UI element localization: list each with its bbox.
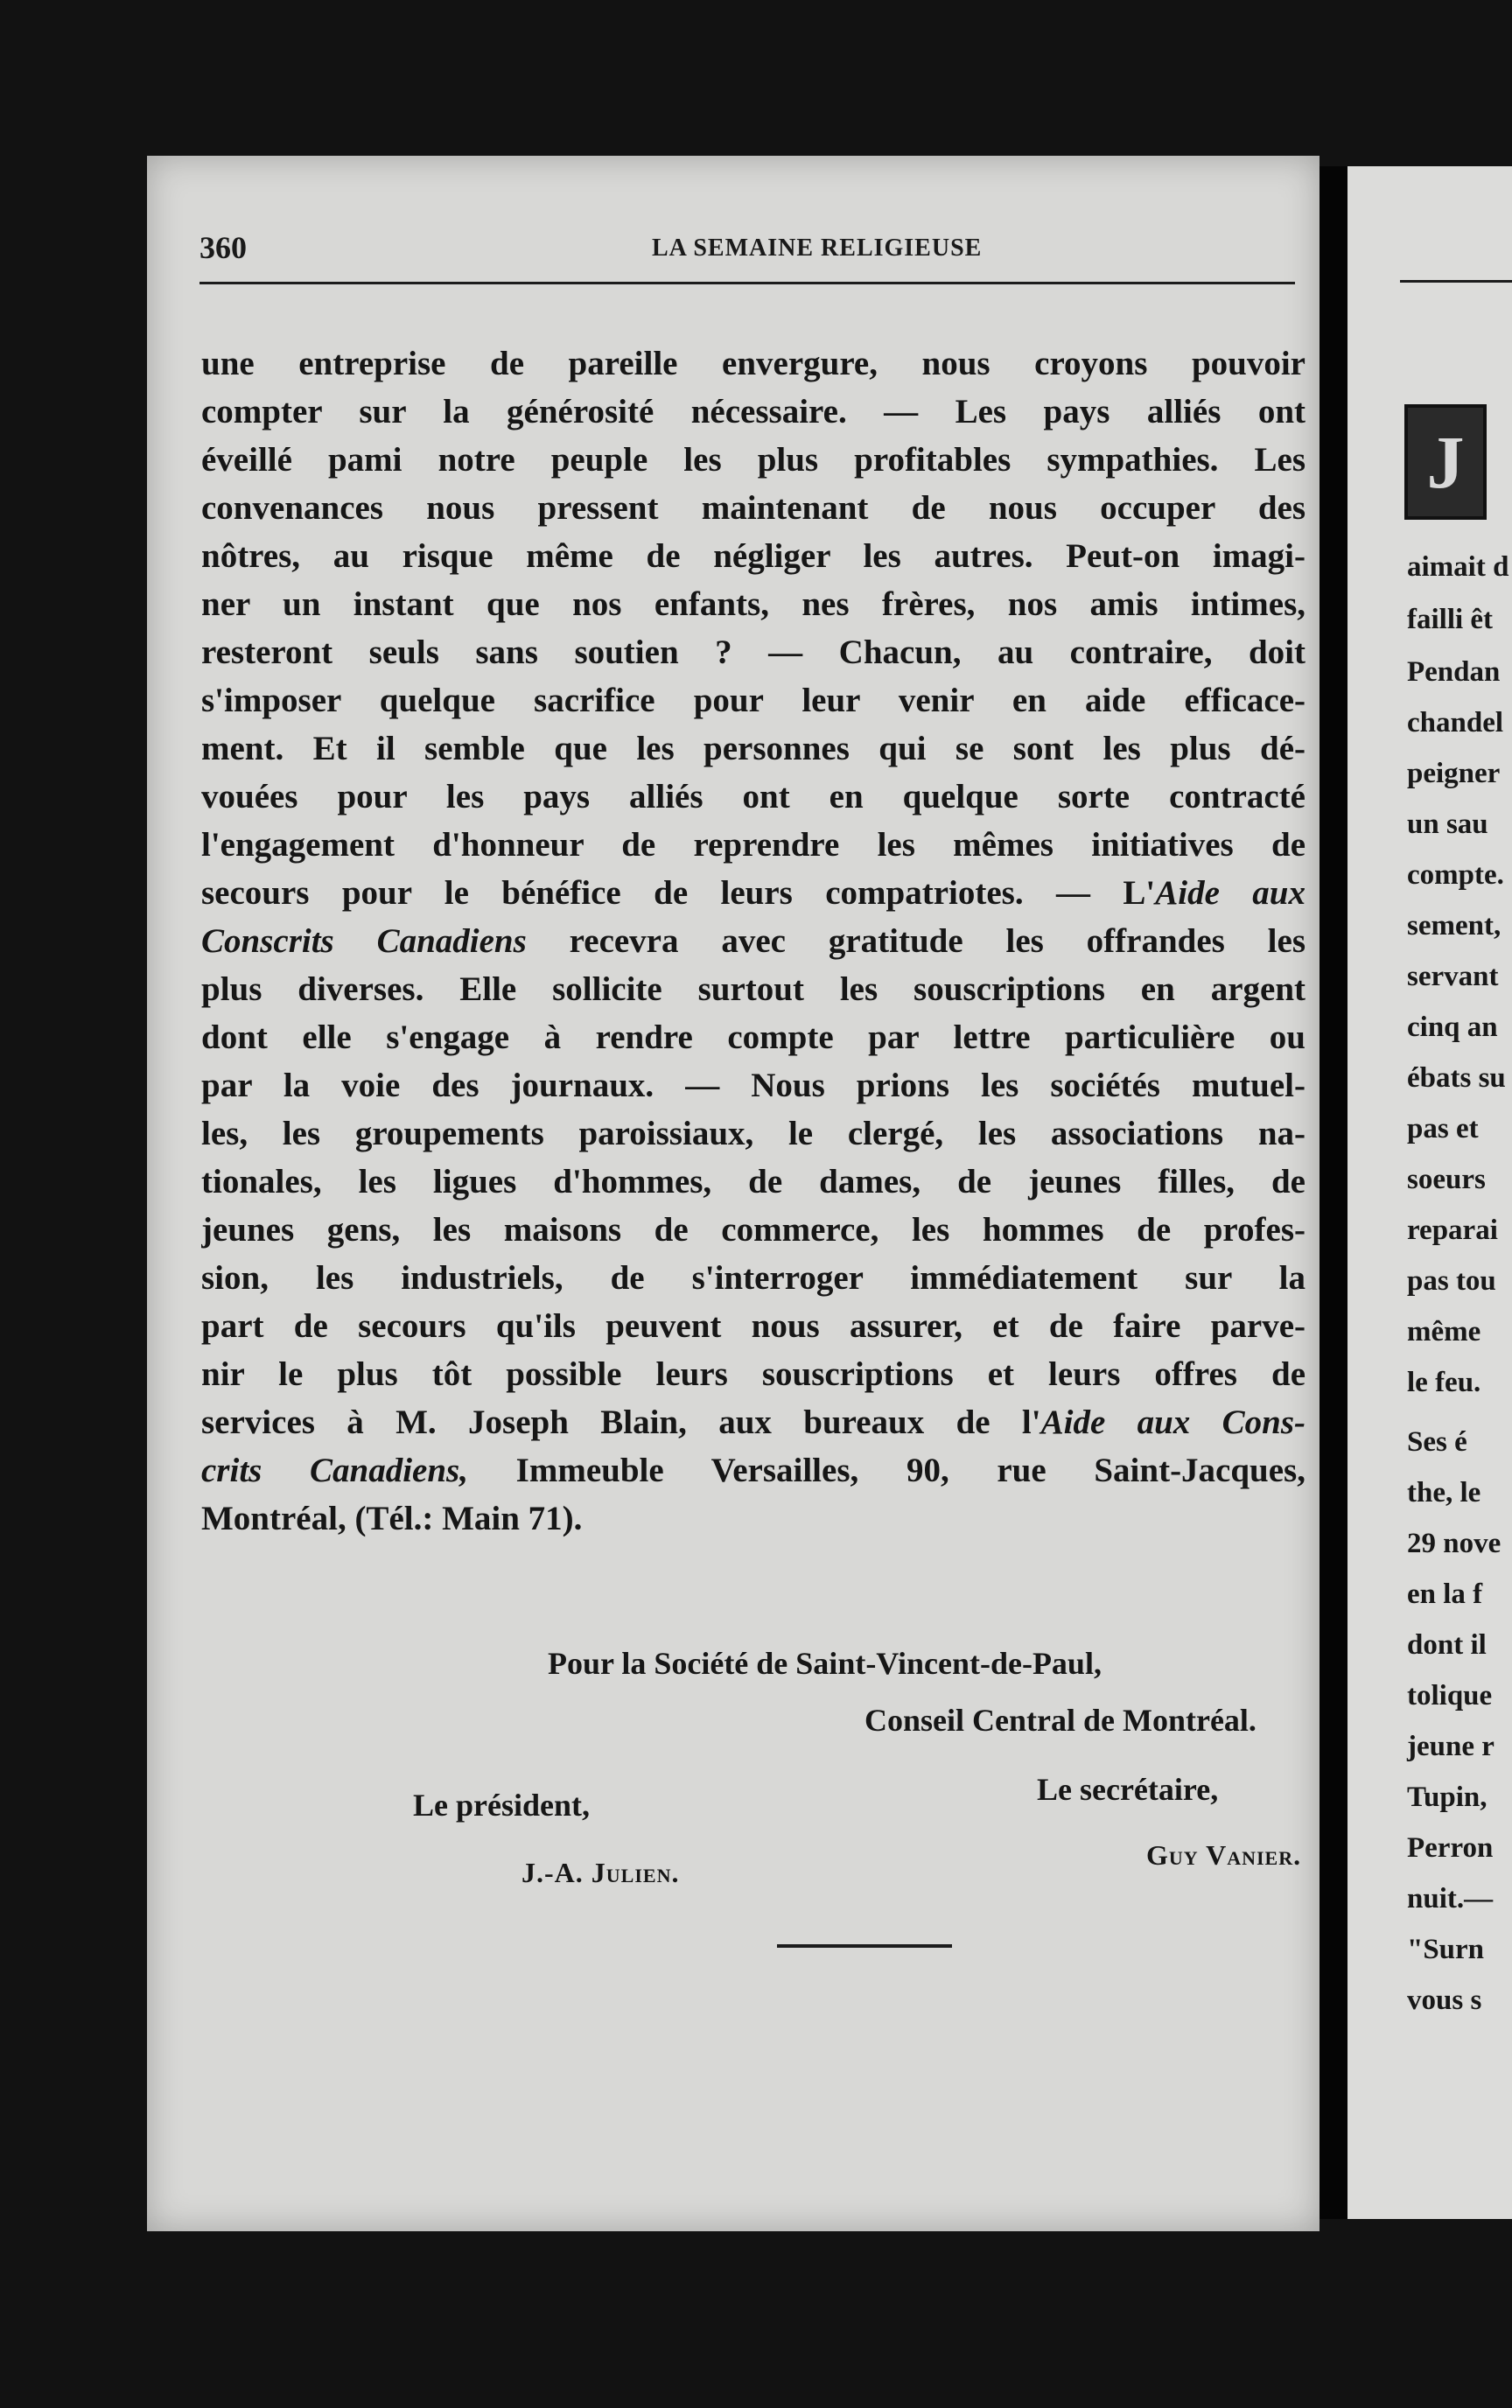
text-line: nôtres, au risque même de négliger les autres. Peut-on imagi- [201,537,1306,575]
text-line: vouées pour les pays alliés ont en quelque sorte contracté [201,778,1306,816]
secretary-title: Le secrétaire, [1037,1772,1219,1807]
right-page-line: peigner [1407,758,1501,789]
president-name: J.-A. Julien. [522,1857,680,1888]
text-line: nir le plus tôt possible leurs souscriptions et leurs offres de [201,1355,1306,1393]
right-page-line: soeurs [1407,1164,1486,1195]
secretary-name: Guy Vanier. [1146,1839,1302,1871]
body-text [201,340,1306,1543]
council-signoff: Conseil Central de Montréal. [864,1703,1256,1738]
text-line: dont elle s'engage à rendre compte par lettre particulière ou [201,1018,1306,1056]
right-page-line: cinq an [1407,1012,1498,1043]
society-signoff: Pour la Société de Saint-Vincent-de-Paul, [548,1646,1102,1681]
line-segment: Immeuble Versailles, 90, rue Saint-Jacques, [467,1452,1306,1489]
text-line: tionales, les ligues d'hommes, de dames, de jeunes filles, de [201,1163,1306,1200]
italic-crits-canadiens: crits Canadiens, [201,1452,468,1489]
text-line: l'engagement d'honneur de reprendre les mêmes initiatives de [201,826,1306,864]
italic-aide-aux: Aide aux [1155,874,1306,912]
italic-conscrits-canadiens: Conscrits Canadiens [201,922,527,960]
right-page-line: Perron [1407,1832,1494,1864]
line-segment: services à M. Joseph Blain, aux bureaux de l' [201,1404,1041,1441]
right-page-line: failli êt [1407,604,1494,635]
right-page-line: 29 nove [1407,1528,1502,1559]
running-head: LA SEMAINE RELIGIEUSE [652,234,983,262]
text-line: Montréal, (Tél.: Main 71). [201,1500,583,1537]
closing-rule [777,1944,952,1948]
right-page-line: en la f [1407,1578,1483,1610]
right-page-line: the, le [1407,1477,1481,1508]
right-page-line: le feu. [1407,1367,1481,1398]
right-page-line: jeune r [1407,1731,1494,1762]
text-line: ment. Et il semble que les personnes qui se sont les plus dé- [201,730,1306,767]
right-page-line: pas et [1407,1113,1479,1144]
text-line: jeunes gens, les maisons de commerce, les hommes de profes- [201,1211,1306,1249]
text-line: les, les groupements paroissiaux, le clergé, les associations na- [201,1115,1306,1152]
book-gutter [1320,166,1348,2219]
text-line: convenances nous pressent maintenant de nous occuper des [201,489,1306,527]
page-number: 360 [200,230,247,265]
text-line [201,869,1306,917]
right-page-line: reparai [1407,1214,1498,1246]
text-line: compter sur la générosité nécessaire. — Les pays alliés ont [201,393,1306,430]
right-page-line: même [1407,1316,1481,1348]
president-title: Le président, [413,1788,590,1823]
text-line: éveillé pami notre peuple les plus profitables sympathies. Les [201,441,1306,479]
right-page-line: pas tou [1407,1265,1496,1297]
line-segment: recevra avec gratitude les offrandes les [526,922,1306,960]
right-page-line: Tupin, [1407,1782,1488,1813]
text-line: une entreprise de pareille envergure, nous croyons pouvoir [201,345,1306,382]
text-line: par la voie des journaux. — Nous prions les sociétés mutuel- [201,1067,1306,1104]
right-page-line: un sau [1407,808,1488,840]
text-line [201,917,1306,965]
header-rule [200,282,1295,284]
text-line [201,1446,1306,1494]
text-line: ner un instant que nos enfants, nes frères, nos amis intimes, [201,585,1306,623]
right-page-line: servant [1407,961,1499,992]
right-page-line: ébats su [1407,1062,1506,1094]
text-line: resteront seuls sans soutien ? — Chacun, au contraire, doit [201,634,1306,671]
text-line: part de secours qu'ils peuvent nous assurer, et de faire parve- [201,1307,1306,1345]
text-line: sion, les industriels, de s'interroger immédiatement sur la [201,1259,1306,1297]
right-page-line: "Surn [1407,1934,1485,1965]
right-page-line: nuit.— [1407,1883,1494,1914]
text-line: plus diverses. Elle sollicite surtout les souscriptions en argent [201,970,1306,1008]
right-page-line: sement, [1407,910,1502,942]
right-page-line: Ses é [1407,1426,1467,1458]
text-line: s'imposer quelque sacrifice pour leur venir en aide efficace- [201,682,1306,719]
right-page-line: dont il [1407,1629,1487,1661]
drop-cap-initial: J [1404,404,1487,520]
line-segment: secours pour le bénéfice de leurs compatriotes. — L' [201,874,1156,912]
right-page-line: compte. [1407,859,1504,891]
right-page-line: Pendan [1407,656,1501,688]
right-page-line: aimait d [1407,551,1509,583]
right-page-line: chandel [1407,707,1504,738]
italic-aide-aux-cons: Aide aux Cons- [1040,1404,1306,1441]
right-page-header-rule [1400,280,1512,283]
right-page-line: tolique [1407,1680,1493,1712]
right-page-line: vous s [1407,1984,1482,2016]
text-line [201,1398,1306,1446]
